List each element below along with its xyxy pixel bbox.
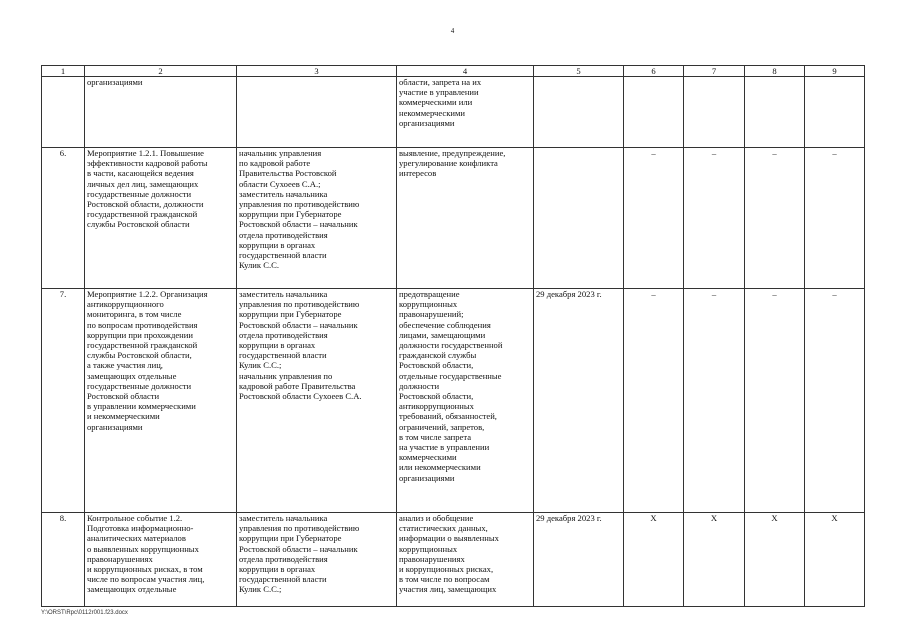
- column-header: 7: [684, 66, 745, 77]
- date-cell: [534, 77, 624, 148]
- event-cell: Мероприятие 1.2.2. Организация антикоррупционного мониторинга, в том числе по вопросам противодействия коррупции при прохождении государственной гражданской службы Ростовской области, а также участия лиц, замещающих отдельные государственные должности Ростовской области в управлении коммерческими и некоммерческими организациями: [85, 289, 237, 513]
- responsible-cell: заместитель начальника управления по противодействию коррупции при Губернаторе Ростовской области – начальник отдела противодействия коррупции в органах государственной власти Кулик С.С.;: [237, 513, 397, 607]
- col7-cell: –: [684, 148, 745, 289]
- row-number-cell: 6.: [42, 148, 85, 289]
- column-header: 2: [85, 66, 237, 77]
- responsible-cell: начальник управления по кадровой работе Правительства Ростовской области Сухоеев С.А.; заместитель начальника управления по противодействию коррупции при Губернаторе Ростовской области – начальник отдела противодействия коррупции в органах государственной власти Кулик С.С.: [237, 148, 397, 289]
- col6-cell: [624, 77, 684, 148]
- table-row-continuation: [42, 77, 865, 148]
- col6-cell: –: [624, 289, 684, 513]
- column-header: 6: [624, 66, 684, 77]
- column-header: 3: [237, 66, 397, 77]
- result-cell: анализ и обобщение статистических данных, информации о выявленных коррупционных правонарушениях и коррупционных рисках, в том числе по вопросам участия лиц, замещающих: [397, 513, 534, 607]
- col9-cell: –: [805, 289, 865, 513]
- table-row: [42, 289, 865, 513]
- page-number: 4: [450, 27, 455, 35]
- date-cell: 29 декабря 2023 г.: [534, 289, 624, 513]
- date-cell: [534, 148, 624, 289]
- col9-cell: [805, 77, 865, 148]
- column-header: 9: [805, 66, 865, 77]
- col7-cell: –: [684, 289, 745, 513]
- col8-cell: –: [745, 148, 805, 289]
- row-number-cell: 8.: [42, 513, 85, 607]
- col8-cell: [745, 77, 805, 148]
- event-cell: организациями: [85, 77, 237, 148]
- col7-cell: [684, 77, 745, 148]
- col9-cell: Х: [805, 513, 865, 607]
- responsible-cell: [237, 77, 397, 148]
- responsible-cell: заместитель начальника управления по противодействию коррупции при Губернаторе Ростовской области – начальник отдела противодействия коррупции в органах государственной власти Кулик С.С.; начальник управления по кадровой работе Правительства Ростовской области Сухоеев С.А.: [237, 289, 397, 513]
- col9-cell: –: [805, 148, 865, 289]
- event-cell: Контрольное событие 1.2. Подготовка информационно- аналитических материалов о выявленных коррупционных правонарушениях и коррупционных рисках, в том числе по вопросам участия лиц, замещающих отдельные: [85, 513, 237, 607]
- col7-cell: Х: [684, 513, 745, 607]
- column-header: 8: [745, 66, 805, 77]
- col6-cell: –: [624, 148, 684, 289]
- result-cell: области, запрета на их участие в управлении коммерческими или некоммерческими организациями: [397, 77, 534, 148]
- column-header: 1: [42, 66, 85, 77]
- result-cell: предотвращение коррупционных правонарушений; обеспечение соблюдения лицами, замещающими должности государственной гражданской службы Ростовской области, отдельные государственные должности Ростовской области, антикоррупционных требований, обязанностей, ограничений, запретов, в том числе запрета на участие в управлении коммерческими или некоммерческими организациями: [397, 289, 534, 513]
- row-number-cell: 7.: [42, 289, 85, 513]
- file-path-footer: Y:\ORST\Rpc\0112r001.f23.docx: [41, 610, 128, 616]
- col8-cell: Х: [745, 513, 805, 607]
- col6-cell: Х: [624, 513, 684, 607]
- date-cell: 29 декабря 2023 г.: [534, 513, 624, 607]
- col8-cell: –: [745, 289, 805, 513]
- row-number-cell: [42, 77, 85, 148]
- table-row: [42, 513, 865, 607]
- column-header: 5: [534, 66, 624, 77]
- plan-table: [41, 65, 865, 607]
- event-cell: Мероприятие 1.2.1. Повышение эффективности кадровой работы в части, касающейся ведения личных дел лиц, замещающих государственные должности Ростовской области, должности государственной гражданской службы Ростовской области: [85, 148, 237, 289]
- column-header: 4: [397, 66, 534, 77]
- table-row: [42, 148, 865, 289]
- column-number-header: [42, 66, 865, 77]
- result-cell: выявление, предупреждение, урегулирование конфликта интересов: [397, 148, 534, 289]
